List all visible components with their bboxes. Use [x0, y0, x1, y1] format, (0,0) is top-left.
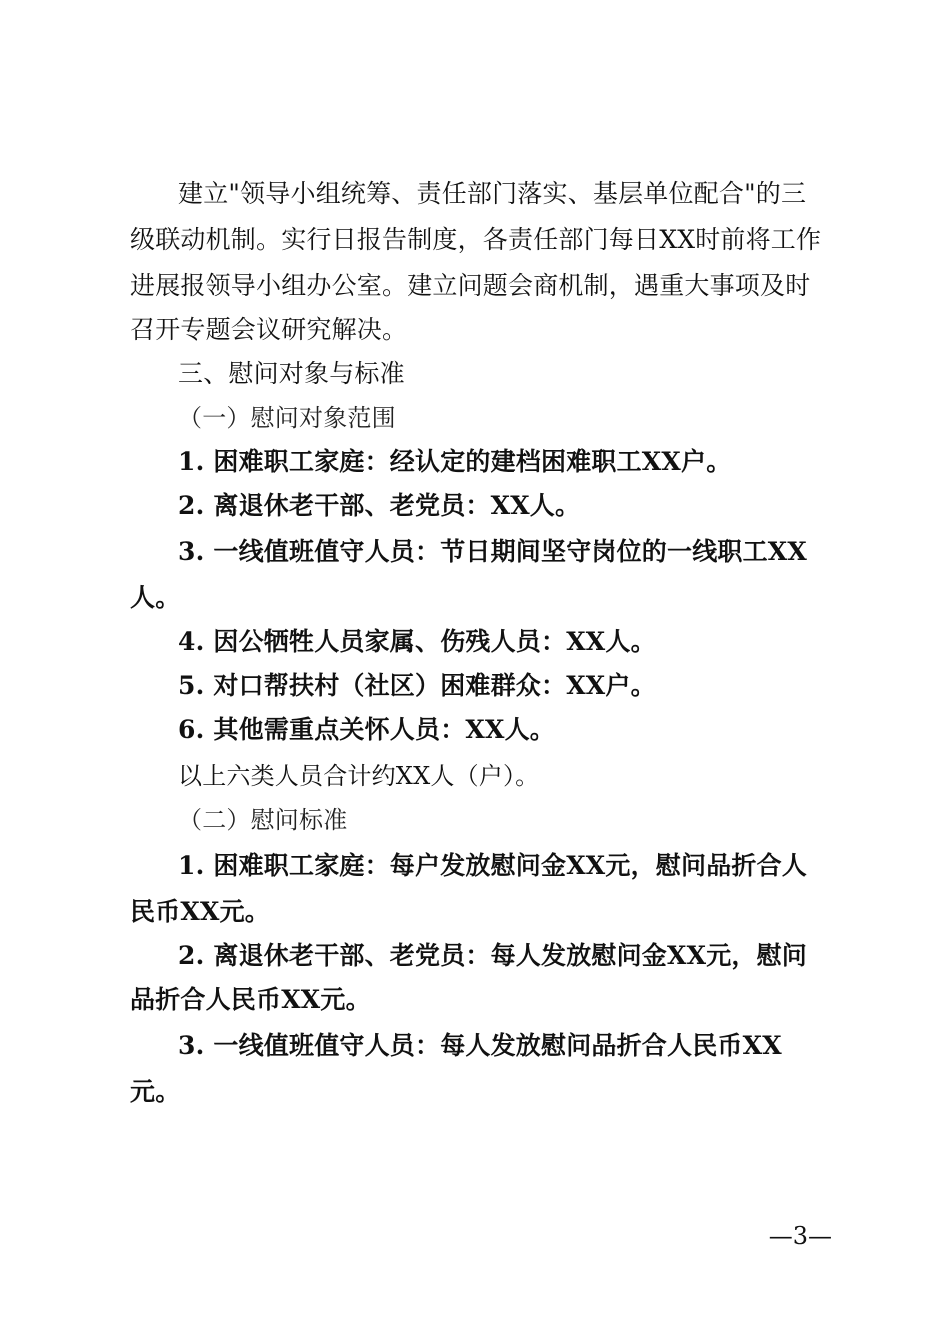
- page-number: —3—: [768, 1222, 832, 1250]
- scope-item: 3. 一线值班值守人员：节日期间坚守岗位的一线职工XX: [178, 537, 807, 566]
- scope-item: 6. 其他需重点关怀人员：XX人。: [178, 715, 555, 744]
- standard-item-continuation: 元。: [130, 1077, 181, 1106]
- section-heading: 三、慰问对象与标准: [178, 359, 405, 388]
- scope-item: 1. 困难职工家庭：经认定的建档困难职工XX户。: [178, 447, 732, 476]
- standard-item: 3. 一线值班值守人员：每人发放慰问品折合人民币XX: [178, 1031, 782, 1060]
- standard-item: 1. 困难职工家庭：每户发放慰问金XX元，慰问品折合人: [178, 851, 807, 880]
- paragraph-line: 级联动机制。实行日报告制度，各责任部门每日XX时前将工作: [130, 225, 822, 254]
- subsection-heading: （一）慰问对象范围: [178, 404, 396, 432]
- paragraph-line: 召开专题会议研究解决。: [130, 315, 408, 344]
- scope-item-continuation: 人。: [130, 583, 181, 612]
- scope-item: 5. 对口帮扶村（社区）困难群众：XX户。: [178, 671, 656, 700]
- subsection-heading: （二）慰问标准: [178, 806, 348, 834]
- scope-item: 4. 因公牺牲人员家属、伤残人员：XX人。: [178, 627, 656, 656]
- scope-item: 2. 离退休老干部、老党员：XX人。: [178, 491, 581, 520]
- paragraph-line: 进展报领导小组办公室。建立问题会商机制，遇重大事项及时: [130, 271, 811, 300]
- standard-item: 2. 离退休老干部、老党员：每人发放慰问金XX元，慰问: [178, 941, 807, 970]
- standard-item-continuation: 民币XX元。: [130, 897, 270, 926]
- paragraph-line: 建立"领导小组统筹、责任部门落实、基层单位配合"的三: [178, 179, 807, 208]
- scope-total: 以上六类人员合计约XX人（户）。: [178, 762, 540, 790]
- standard-item-continuation: 品折合人民币XX元。: [130, 985, 371, 1014]
